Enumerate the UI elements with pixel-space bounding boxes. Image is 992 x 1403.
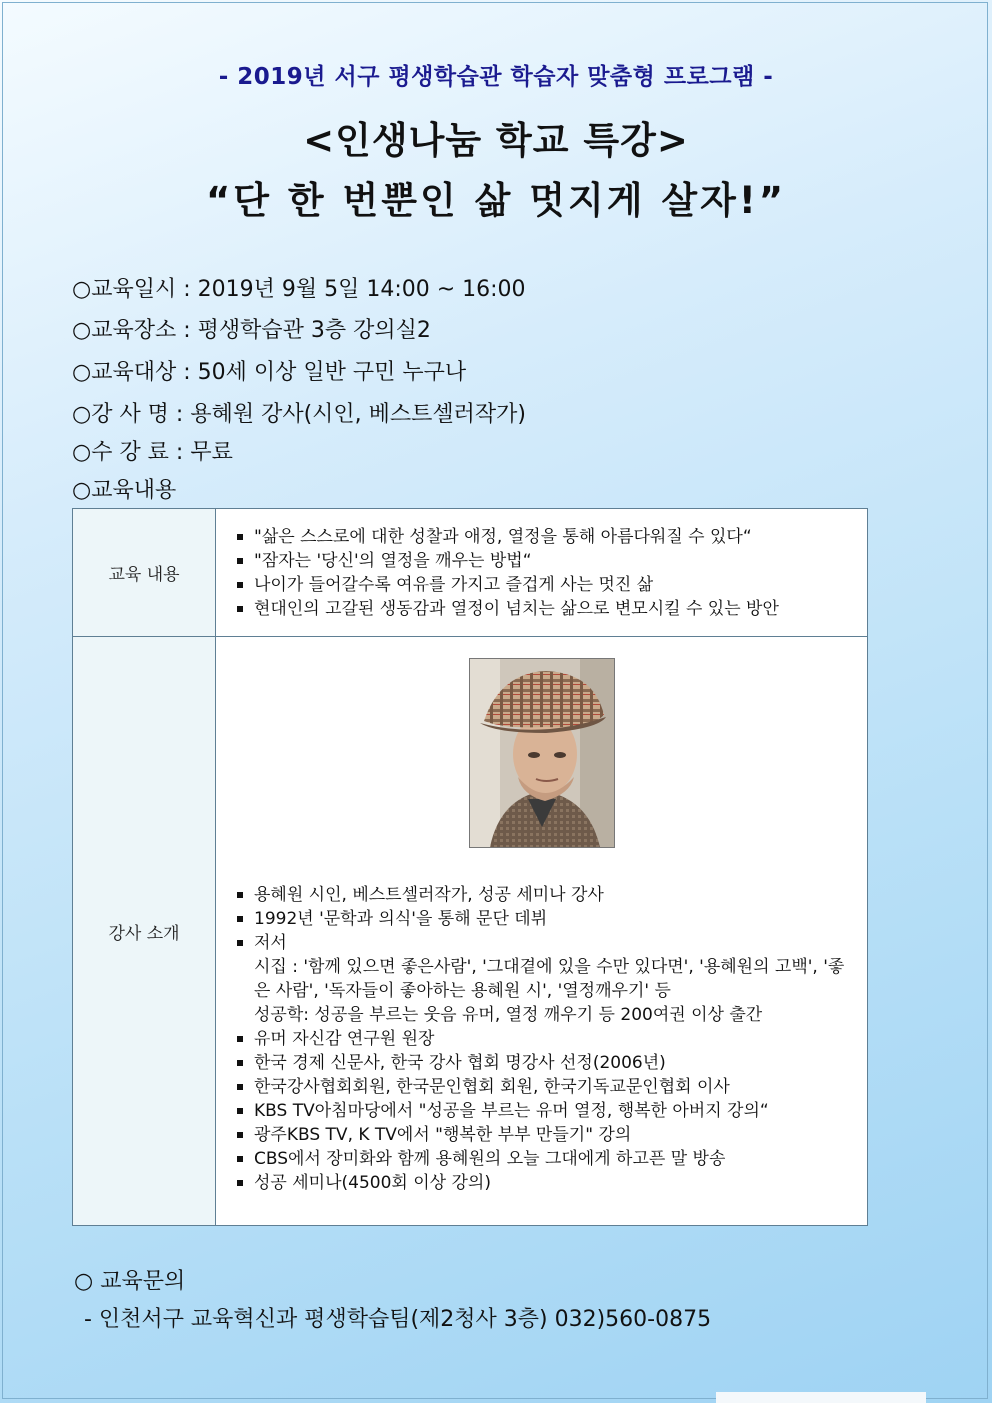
content-item: "잠자는 '당신'의 열정을 깨우는 방법“ bbox=[226, 549, 857, 573]
contact-detail: - 인천서구 교육혁신과 평생학습팀(제2청사 3층) 032)560-0875 bbox=[84, 1307, 712, 1332]
content-item: 현대인의 고갈된 생동감과 열정이 넘치는 삶으로 변모시킬 수 있는 방안 bbox=[226, 597, 857, 621]
intro-books-poetry: 시집 : '함께 있으면 좋은사람', '그대곁에 있을 수만 있다면', '용혜원의 고백', '좋은 사람', '독자들이 좋아하는 용혜원 시', '열정깨우기' 등 bbox=[254, 956, 845, 1001]
lecturer-portrait-image bbox=[470, 659, 614, 847]
intro-item: 한국강사협회회원, 한국문인협회 회원, 한국기독교문인협회 이사 bbox=[226, 1075, 857, 1099]
info-place: ○교육장소 : 평생학습관 3층 강의실2 bbox=[72, 318, 431, 343]
intro-cell bbox=[216, 637, 868, 1226]
intro-item: KBS TV아침마당에서 "성공을 부르는 유머 열정, 행복한 아버지 강의“ bbox=[226, 1099, 857, 1123]
lecture-slogan: “단 한 번뿐인 삶 멋지게 살자!” bbox=[205, 179, 787, 222]
content-row bbox=[73, 509, 868, 637]
intro-row bbox=[73, 637, 868, 1226]
content-item: "삶은 스스로에 대한 성찰과 애정, 열정을 통해 아름다워질 수 있다“ bbox=[226, 525, 857, 549]
intro-item: 성공 세미나(4500회 이상 강의) bbox=[226, 1171, 857, 1195]
intro-item: 용혜원 시인, 베스트셀러작가, 성공 세미나 강사 bbox=[226, 883, 857, 907]
lecture-title: <인생나눔 학교 특강> bbox=[303, 119, 689, 162]
info-fee: ○수 강 료 : 무료 bbox=[72, 440, 233, 465]
info-lecturer: ○강 사 명 : 용혜원 강사(시인, 베스트셀러작가) bbox=[72, 402, 527, 427]
intro-header: 강사 소개 bbox=[73, 637, 216, 1226]
intro-item: CBS에서 장미화와 함께 용혜원의 오늘 그대에게 하고픈 말 방송 bbox=[226, 1147, 857, 1171]
intro-item: 1992년 '문학과 의식'을 통해 문단 데뷔 bbox=[226, 907, 857, 931]
content-header: 교육 내용 bbox=[73, 509, 216, 637]
lecturer-photo bbox=[469, 658, 615, 848]
info-target: ○교육대상 : 50세 이상 일반 구민 누구나 bbox=[72, 360, 467, 385]
intro-books-success: 성공학: 성공을 부르는 웃음 유머, 열정 깨우기 등 200여권 이상 출간 bbox=[254, 1004, 763, 1025]
page-corner bbox=[716, 1392, 926, 1403]
contact-heading: ○ 교육문의 bbox=[74, 1269, 186, 1294]
content-item: 나이가 들어갈수록 여유를 가지고 즐겁게 사는 멋진 삶 bbox=[226, 573, 857, 597]
info-date: ○교육일시 : 2019년 9월 5일 14:00 ~ 16:00 bbox=[72, 277, 526, 302]
intro-item: 광주KBS TV, K TV에서 "행복한 부부 만들기" 강의 bbox=[226, 1123, 857, 1147]
intro-item: 한국 경제 신문사, 한국 강사 협회 명강사 선정(2006년) bbox=[226, 1051, 857, 1075]
intro-item: 유머 자신감 연구원 원장 bbox=[226, 1027, 857, 1051]
intro-item: 저서 bbox=[226, 931, 857, 955]
content-cell bbox=[216, 509, 868, 637]
program-table bbox=[72, 508, 868, 1226]
info-content-label: ○교육내용 bbox=[72, 478, 177, 503]
program-subtitle: - 2019년 서구 평생학습관 학습자 맞춤형 프로그램 - bbox=[218, 64, 774, 90]
